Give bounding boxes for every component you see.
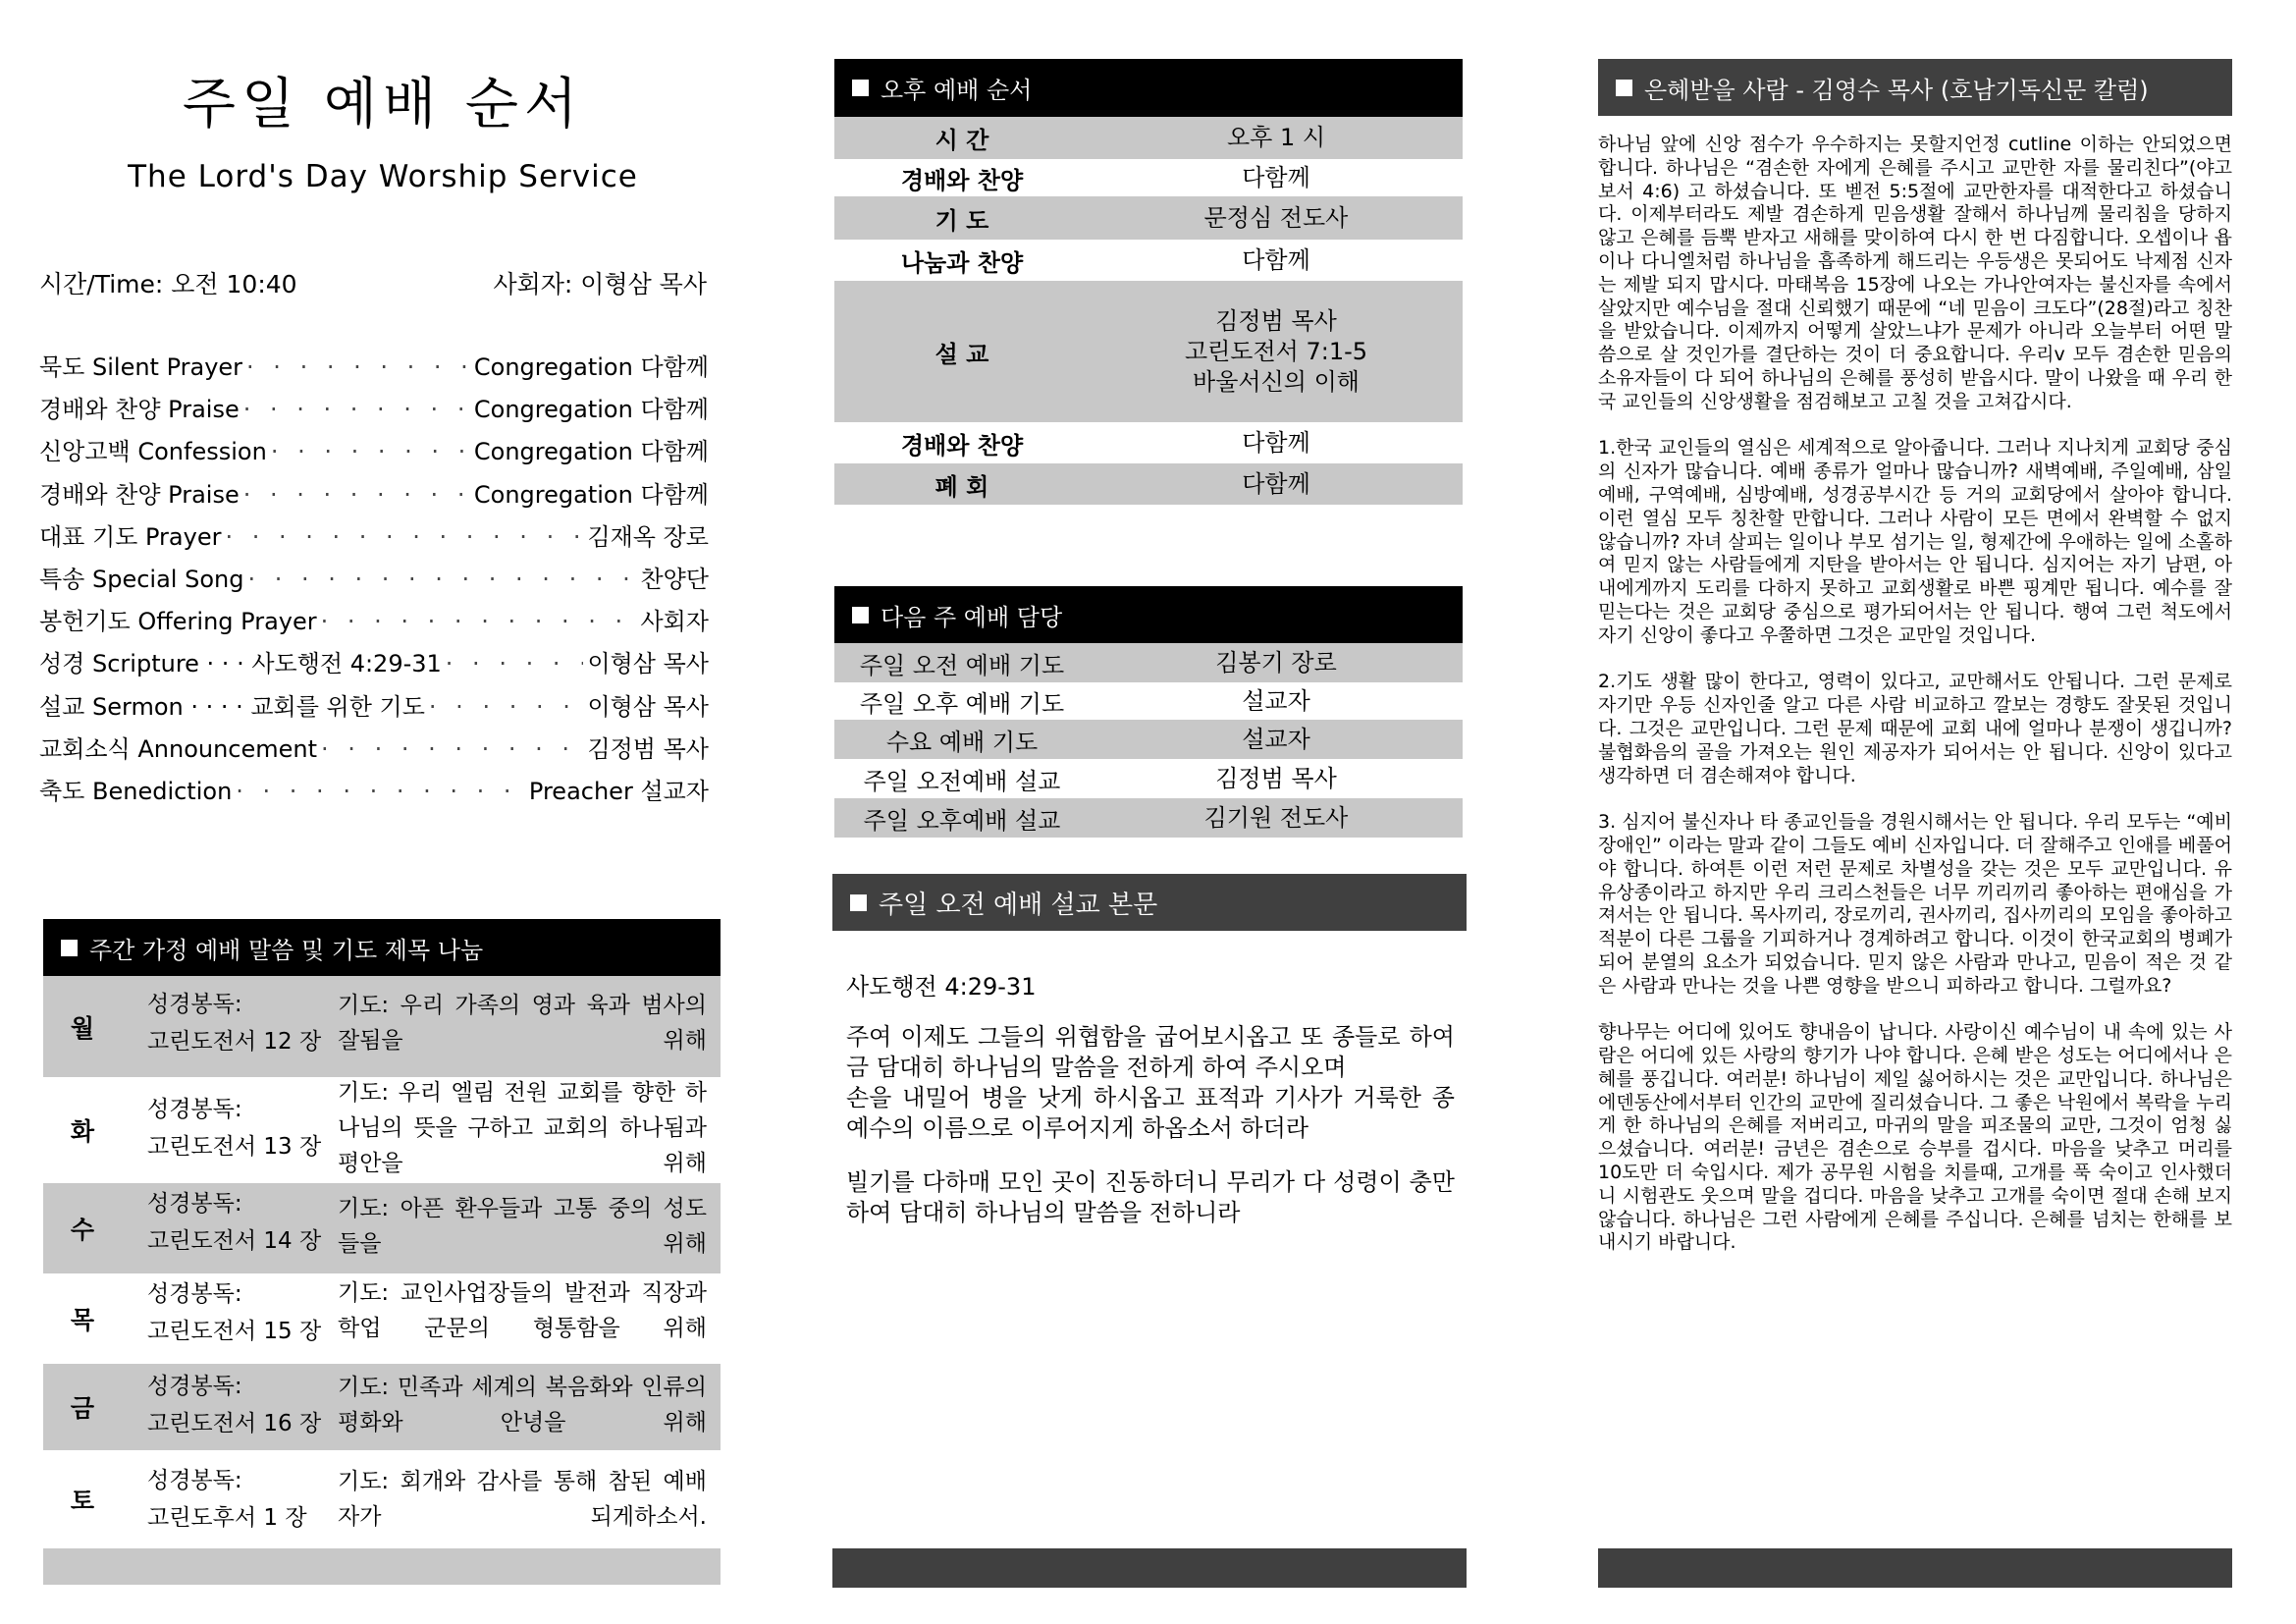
day-label: 수	[70, 1216, 95, 1244]
worship-order-list	[39, 348, 709, 814]
table-cell-key: 시 간	[934, 127, 989, 154]
footer-bar	[832, 1548, 1467, 1588]
bible-ref: 고린도전서 14 장	[147, 1228, 322, 1254]
order-item-name: 묵도 Silent Prayer	[39, 353, 243, 381]
table-row	[834, 422, 1463, 463]
bible-reading	[147, 1091, 321, 1165]
list-item	[39, 390, 709, 432]
column-section-title: 은혜받을 사람 - 김영수 목사 (호남기독신문 칼럼)	[1644, 76, 2149, 104]
order-item-name: 설교 Sermon · · · · 교회를 위한 기도	[39, 692, 425, 721]
table-row	[834, 196, 1463, 240]
table-cell-key: 폐 회	[934, 472, 989, 501]
article-paragraph: 2.기도 생활 많이 한다고, 영력이 있다고, 교만해서도 안됩니다. 그런 문제로 자기만 우등 신자인줄 알고 다른 사람 비교하고 깔보는 경향도 잘못된 것입니다. 그것은 교만입니다. 그런 문제 때문에 교회 내에 얼마나 분쟁이 생깁니까? 불협화음의 골을 가져오는 원인 제공자가 되어서는 안 됩니다. 신앙이 있다고 생각하면 더 겸손해져야 합니다.	[1598, 671, 2232, 786]
table-cell-value: 다함께	[1242, 469, 1310, 498]
leader-dots	[225, 523, 583, 551]
column-article	[1598, 134, 2232, 1278]
sermon-paragraph: 빌기를 다하매 모인 곳이 진동하더니 무리가 다 성령이 충만하여 담대히 하나님의 말씀을 전하니라	[846, 1168, 1455, 1226]
sermon-text-section-title: 주일 오전 예배 설교 본문	[879, 890, 1158, 920]
weekly-row	[43, 1364, 721, 1450]
table-cell-key: 수요 예배 기도	[885, 728, 1039, 756]
bible-reading	[147, 986, 321, 1060]
day-label: 월	[70, 1013, 95, 1043]
column-section-header	[1598, 59, 2232, 116]
square-bullet-icon	[61, 940, 78, 956]
order-item-name: 경배와 찬양 Praise	[39, 480, 240, 509]
article-paragraph: 하나님 앞에 신앙 점수가 우수하지는 못할지언정 cutline 이하는 안되었으면 합니다. 하나님은 “겸손한 자에게 은혜를 주시고 교만한 자를 물리친다”(야고보서 4:6) 고 하셨습니다. 또 벧전 5:5절에 교만한자를 대적한다고 하셨습니다. 이제부터라도 제발 겸손하게 믿음생활 잘해서 하나님께 물리침을 당하지 않고 은혜를 듬뿍 받자고 새해를 맞이하여 다시 한 번 다짐합니다. 오셉이나 욥이나 다니엘처럼 하나님을 흡족하게 해드리는 우등생은 못되어도 낙제점 신자는 제발 되지 맙시다. 마태복음 15장에 나오는 가나안여자는 불신자를 속에서 살았지만 예수님을 절대 신뢰했기 때문에 “네 믿음이 크도다”(28절)라고 칭찬을 받았습니다. 이제까지 어떻게 살았느냐가 문제가 아니라 오늘부터 어떤 말씀으로 살 것인가를 결단하는 것이 더 중요합니다. 우리v 모두 겸손한 믿음의 소유자들이 다 되어 하나님의 은혜를 풍성히 받읍시다. 말이 나왔을 때 우리 한국 교인들의 신앙생활을 점검해보고 고칠 것을 고쳐갑시다.	[1598, 134, 2232, 412]
order-item-who: 이형삼 목사	[587, 650, 709, 678]
leader-dots	[321, 608, 637, 635]
order-item-name: 봉헌기도 Offering Prayer	[39, 608, 317, 636]
order-item-name: 신앙고백 Confession	[39, 438, 267, 466]
order-item-name: 축도 Benediction	[39, 777, 233, 805]
bible-ref: 고린도전서 16 장	[147, 1411, 322, 1436]
footer-bar	[1598, 1548, 2232, 1588]
table-row	[834, 643, 1463, 682]
order-item-who: Preacher 설교자	[528, 777, 709, 805]
order-item-name: 특송 Special Song	[39, 565, 244, 593]
order-item-name: 성경 Scripture · · · 사도행전 4:29-31	[39, 650, 442, 678]
bible-label: 성경봉독:	[147, 1468, 242, 1493]
square-bullet-icon	[1616, 80, 1632, 96]
table-row	[834, 720, 1463, 759]
afternoon-section-header	[834, 59, 1463, 117]
table-cell-key: 나눔과 찬양	[900, 248, 1024, 277]
table-row	[834, 281, 1463, 422]
weekly-section-title: 주간 가정 예배 말씀 및 기도 제목 나눔	[89, 936, 484, 964]
article-paragraph: 3. 심지어 불신자나 타 종교인들을 경원시해서는 안 됩니다. 우리 모두는 “예비 장애인” 이라는 말과 같이 그들도 예비 신자입니다. 더 잘해주고 인애를 베풀어야 합니다. 하여튼 이런 저런 문제로 차별성을 갖는 것은 모두 교만입니다. 유유상종이라고 하지만 우리 크리스천들은 너무 끼리끼리 좋아하는 편애심을 가져서는 안 됩니다. 목사끼리, 장로끼리, 권사끼리, 집사끼리의 모임을 좋아하고 적분이 다른 그룹을 기피하거나 경계하려고 합니다. 이것이 한국교회의 병폐가 되어 분열의 요소가 되었습니다. 믿지 않은 사람과 만나고, 믿음이 적은 것 같은 사람과 만나는 것을 나쁜 영향을 받으니 피하라고 합니다. 그럴까요?	[1598, 811, 2232, 997]
list-item	[39, 348, 709, 390]
table-cell-value: 김기원 전도사	[1203, 803, 1349, 832]
bible-label: 성경봉독:	[147, 992, 242, 1017]
weekly-section-header	[43, 919, 721, 976]
leader-dots	[446, 650, 584, 677]
leader-dots	[236, 778, 525, 805]
sermon-reference: 사도행전 4:29-31	[846, 973, 1037, 1001]
bible-reading	[147, 1462, 307, 1537]
order-item-who: Congregation 다함께	[473, 396, 709, 424]
weekly-row	[43, 976, 721, 1077]
table-cell-value: 문정심 전도사	[1203, 203, 1349, 232]
table-cell-key: 주일 오전 예배 기도	[859, 651, 1065, 679]
day-label: 목	[70, 1306, 95, 1334]
table-cell-key: 설 교	[934, 340, 989, 368]
order-item-who: 김정범 목사	[587, 734, 709, 763]
list-item	[39, 517, 709, 560]
table-cell-key: 경배와 찬양	[900, 166, 1024, 194]
order-item-who: Congregation 다함께	[473, 438, 709, 466]
sermon-title: 바울서신의 이해	[1193, 367, 1360, 396]
table-row	[834, 463, 1463, 505]
list-item	[39, 475, 709, 517]
bible-label: 성경봉독:	[147, 1281, 242, 1307]
list-item	[39, 432, 709, 474]
bible-ref: 고린도전서 12 장	[147, 1029, 322, 1055]
list-item	[39, 730, 709, 772]
sermon-scripture: 고린도전서 7:1-5	[1184, 337, 1368, 365]
weekly-row	[43, 1273, 721, 1364]
table-row	[834, 117, 1463, 159]
bible-reading	[147, 1368, 321, 1442]
page-subtitle: The Lord's Day Worship Service	[128, 159, 638, 194]
table-row	[834, 798, 1463, 838]
table-cell-key: 경배와 찬양	[900, 431, 1024, 460]
order-item-who: 사회자	[640, 608, 709, 636]
prayer-topic: 기도: 회개와 감사를 통해 참된 예배자가 되게하소서.	[338, 1469, 707, 1530]
sermon-preacher: 김정범 목사	[1215, 306, 1337, 335]
day-label: 금	[70, 1394, 95, 1423]
prayer-topic: 기도: 우리 엘림 전원 교회를 향한 하나님의 뜻을 구하고 교회의 하나됨과 평안을 위해	[338, 1080, 707, 1176]
order-item-who: 이형삼 목사	[587, 692, 709, 721]
table-cell-value: 설교자	[1242, 686, 1310, 715]
leader-dots	[243, 481, 470, 509]
table-cell-value: 다함께	[1242, 245, 1310, 274]
square-bullet-icon	[852, 607, 869, 623]
table-row	[834, 759, 1463, 798]
weekly-row	[43, 1450, 721, 1548]
table-cell-value	[1090, 306, 1463, 398]
list-item	[39, 602, 709, 644]
presider: 사회자: 이형삼 목사	[493, 270, 707, 298]
table-cell-key: 기 도	[934, 206, 989, 235]
table-row	[834, 240, 1463, 281]
square-bullet-icon	[850, 894, 867, 911]
order-item-name: 교회소식 Announcement	[39, 734, 318, 763]
table-cell-value: 김정범 목사	[1215, 764, 1337, 792]
next-week-section-header	[834, 586, 1463, 643]
footer-bar	[43, 1548, 721, 1585]
order-item-name: 경배와 찬양 Praise	[39, 396, 240, 424]
table-row	[834, 682, 1463, 720]
list-item	[39, 772, 709, 814]
page-title: 주일 예배 순서	[182, 73, 584, 136]
prayer-topic: 기도: 우리 가족의 영과 육과 범사의 잘됨을 위해	[338, 993, 707, 1054]
bible-label: 성경봉독:	[147, 1191, 242, 1217]
weekly-row	[43, 1183, 721, 1273]
leader-dots	[246, 353, 470, 381]
sermon-text	[846, 972, 1455, 1228]
order-item-name: 대표 기도 Prayer	[39, 522, 222, 551]
prayer-topic: 기도: 민족과 세계의 복음화와 인류의 평화와 안녕을 위해	[338, 1375, 707, 1435]
service-time: 시간/Time: 오전 10:40	[39, 270, 297, 298]
bible-reading	[147, 1275, 321, 1350]
leader-dots	[243, 396, 470, 423]
article-paragraph: 향나무는 어디에 있어도 향내음이 납니다. 사랑이신 예수님이 내 속에 있는 사람은 어디에 있든 사랑의 향기가 나야 합니다. 은혜 받은 성도는 어디에서나 은혜를 풍깁니다. 여러분! 하나님이 제일 싫어하시는 것은 교만입니다. 하나님은 에덴동산에서부터 인간의 교만에 질리셨습니다. 그 좋은 낙원에서 복락을 누리게 한 하나님의 은혜를 저버리고, 마귀의 말을 피조물의 교만, 그것이 엄청 싫으셨습니다. 여러분! 금년은 겸손으로 승부를 겁시다. 마음을 낮추고 머리를 10도만 더 숙입시다. 제가 공무원 시험을 치를때, 고개를 푹 숙이고 인사했더니 시험관도 웃으며 말을 겁디다. 마음을 낮추고 고개를 숙이면 절대 손해 보지 않습니다. 하나님은 그런 사람에게 은혜를 주십니다. 은혜를 넘치는 한해를 보내시기 바랍니다.	[1598, 1021, 2232, 1254]
table-cell-key: 주일 오후 예배 기도	[859, 689, 1065, 718]
table-cell-key: 주일 오전예배 설교	[863, 767, 1061, 795]
bible-label: 성경봉독:	[147, 1374, 242, 1399]
leader-dots	[429, 693, 584, 721]
order-item-who: 찬양단	[640, 565, 709, 593]
leader-dots	[271, 438, 470, 465]
weekly-row	[43, 1077, 721, 1183]
leader-dots	[321, 735, 583, 763]
next-week-section-title: 다음 주 예배 담당	[881, 603, 1063, 631]
bible-reading	[147, 1185, 321, 1260]
table-cell-value: 다함께	[1242, 428, 1310, 457]
table-cell-value: 설교자	[1242, 725, 1310, 753]
leader-dots	[247, 566, 636, 593]
day-label: 화	[70, 1117, 95, 1146]
sermon-paragraph: 손을 내밀어 병을 낫게 하시옵고 표적과 기사가 거룩한 종 예수의 이름으로 이루어지게 하옵소서 하더라	[846, 1084, 1455, 1142]
table-cell-value: 오후 1 시	[1226, 124, 1326, 151]
prayer-topic: 기도: 아픈 환우들과 고통 중의 성도들을 위해	[338, 1196, 707, 1257]
prayer-topic: 기도: 교인사업장들의 발전과 직장과 학업 군문의 형통함을 위해	[338, 1280, 707, 1341]
day-label: 토	[70, 1487, 95, 1515]
table-row	[834, 159, 1463, 196]
list-item	[39, 644, 709, 686]
bible-ref: 고린도전서 15 장	[147, 1319, 322, 1344]
square-bullet-icon	[852, 80, 869, 96]
sermon-paragraph: 주여 이제도 그들의 위협함을 굽어보시옵고 또 종들로 하여금 담대히 하나님의 말씀을 전하게 하여 주시오며	[846, 1023, 1455, 1081]
afternoon-section-title: 오후 예배 순서	[881, 77, 1033, 104]
order-item-who: Congregation 다함께	[473, 480, 709, 509]
article-paragraph: 1.한국 교인들의 열심은 세계적으로 알아줍니다. 그러나 지나치게 교회당 중심의 신자가 많습니다. 예배 종류가 얼마나 많습니까? 새벽예배, 주일예배, 삼일예배, 구역예배, 심방예배, 성경공부시간 등 거의 교회당에서 살아야 합니다. 이런 열심 모두 칭찬할 만합니다. 그러나 사람이 모든 면에서 완벽할 수 없지 않습니까? 자녀 살피는 일이나 부모 섬기는 일, 형제간에 우애하는 일에 소홀하여 믿지 않는 사람들에게 지탄을 받아서는 안 됩니다. 심지어는 자기 남편, 아내에게까지 도리를 다하지 못하고 교회생활로 바쁜 핑계만 됩니다. 예수를 잘 믿는다는 것은 교회당 중심으로 평가되어서는 안 됩니다. 행여 그런 척도에서 자기 신앙이 좋다고 우쭐하면 그것은 교만일 것입니다.	[1598, 437, 2232, 646]
table-cell-value: 다함께	[1242, 163, 1310, 191]
order-item-who: Congregation 다함께	[473, 353, 709, 381]
bible-ref: 고린도전서 13 장	[147, 1134, 322, 1160]
table-cell-value: 김봉기 장로	[1215, 648, 1337, 677]
bible-ref: 고린도후서 1 장	[147, 1505, 307, 1531]
list-item	[39, 687, 709, 730]
table-cell-key: 주일 오후예배 설교	[863, 806, 1061, 835]
bible-label: 성경봉독:	[147, 1097, 242, 1122]
list-item	[39, 560, 709, 602]
sermon-text-section-header	[832, 874, 1467, 931]
order-item-who: 김재옥 장로	[587, 522, 709, 551]
